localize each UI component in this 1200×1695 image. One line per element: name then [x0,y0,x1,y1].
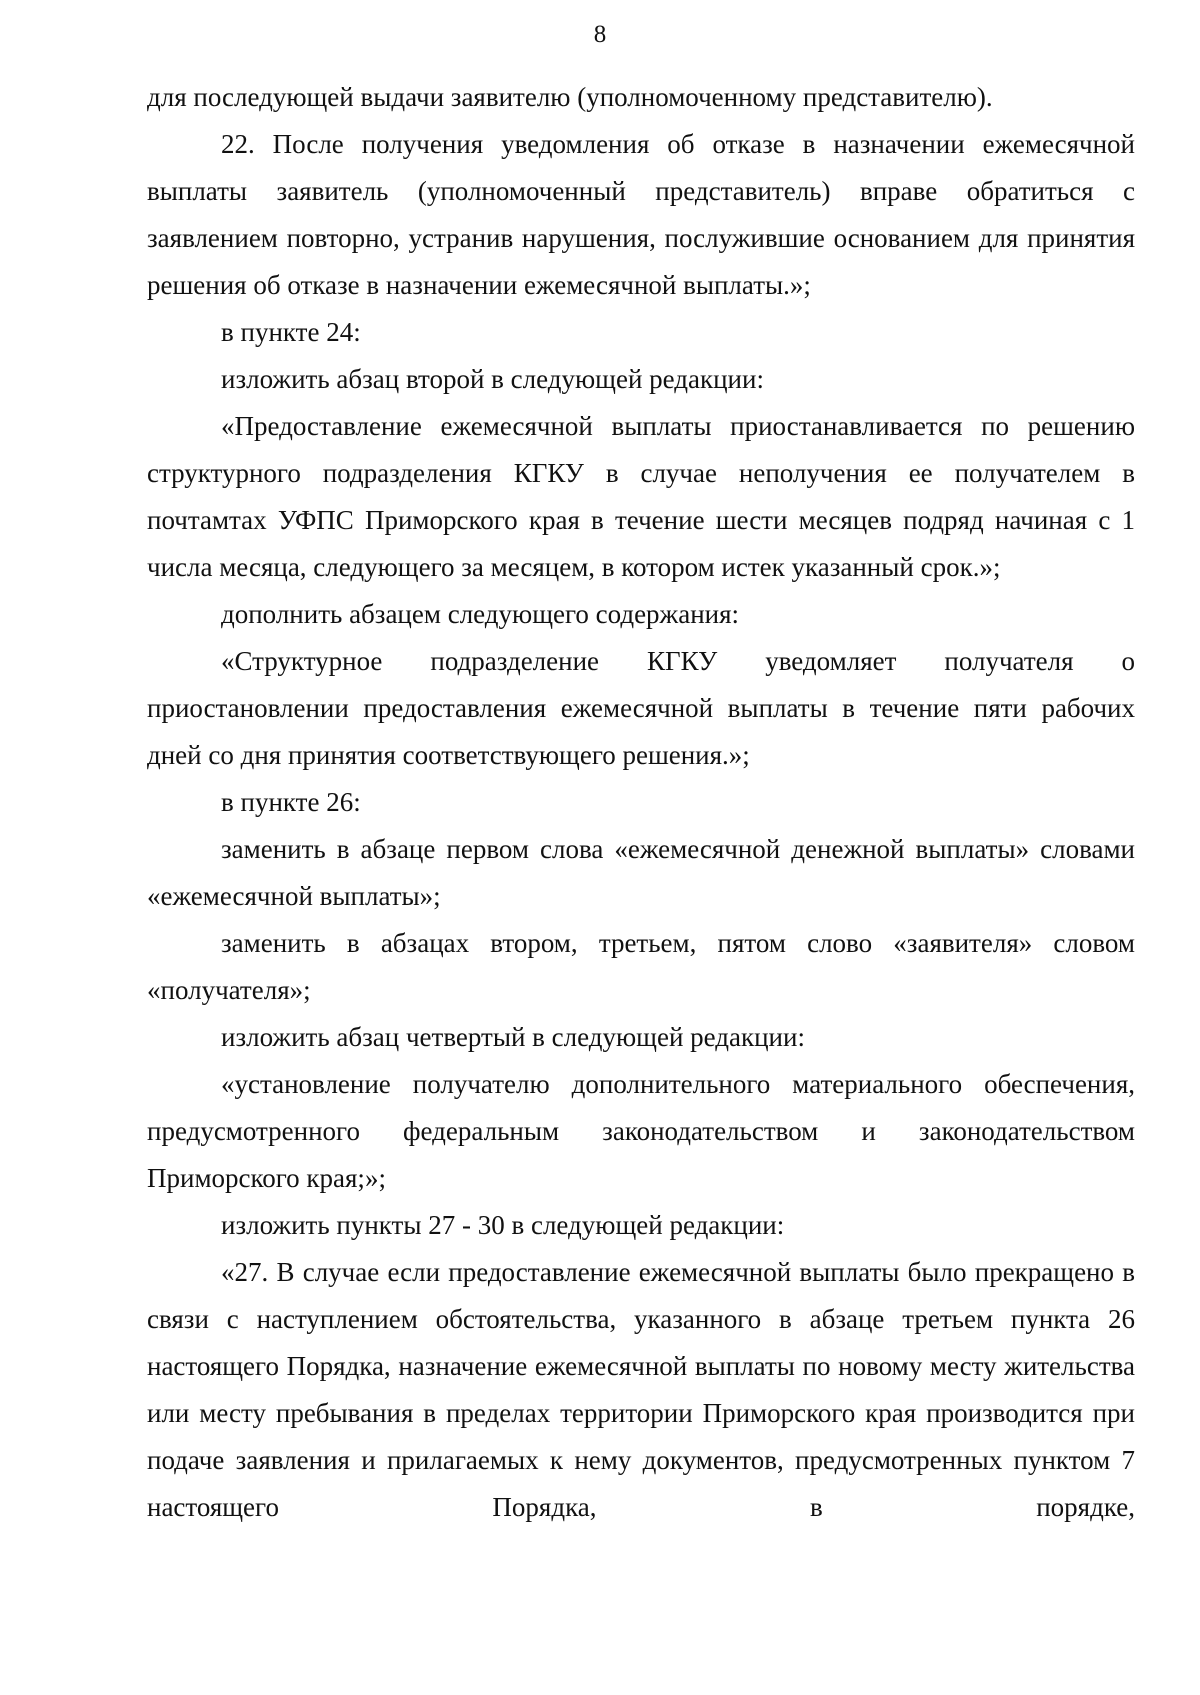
paragraph-instruction: заменить в абзацах втором, третьем, пятом слово «заявителя» словом «получателя»; [147,928,1135,1005]
page-number: 8 [593,21,607,48]
paragraph-quote-item-27: «27. В случае если предоставление ежемесячной выплаты было прекращено в связи с наступлением обстоятельства, указанного в абзаце третьем пункта 26 настоящего Порядка, назначение ежемесячной выплаты по новому месту жительства или месту пребывания в пределах территории Приморского края производится при подаче заявления и прилагаемых к нему документов, предусмотренных пунктом 7 настоящего Порядка, в порядке, [147,1257,1135,1522]
paragraph-instruction: заменить в абзаце первом слова «ежемесячной денежной выплаты» словами «ежемесячной выплаты»; [147,834,1135,911]
paragraph-instruction: изложить пункты 27 - 30 в следующей редакции: [221,1210,785,1240]
paragraph-quote: «установление получателю дополнительного материального обеспечения, предусмотренного федеральным законодательством и законодательством Приморского края;»; [147,1069,1135,1193]
document-body [147,74,1135,1531]
paragraph-point-24: в пункте 24: [221,317,361,347]
paragraph-instruction: изложить абзац четвертый в следующей редакции: [221,1022,805,1052]
paragraph-continuation: для последующей выдачи заявителю (уполномоченному представителю). [147,82,993,112]
paragraph-instruction: изложить абзац второй в следующей редакции: [221,364,764,394]
paragraph-instruction: дополнить абзацем следующего содержания: [221,599,740,629]
paragraph-point-26: в пункте 26: [221,787,361,817]
paragraph-quote: «Предоставление ежемесячной выплаты приостанавливается по решению структурного подразделения КГКУ в случае неполучения ее получателем в почтамтах УФПС Приморского края в течение шести месяцев подряд начиная с 1 числа месяца, следующего за месяцем, в котором истек указанный срок.»; [147,411,1135,582]
paragraph-quote: «Структурное подразделение КГКУ уведомляет получателя о приостановлении предоставления ежемесячной выплаты в течение пяти рабочих дней со дня принятия соответствующего решения.»; [147,646,1135,770]
paragraph-item-22: 22. После получения уведомления об отказе в назначении ежемесячной выплаты заявитель (уполномоченный представитель) вправе обратиться с заявлением повторно, устранив нарушения, послужившие основанием для принятия решения об отказе в назначении ежемесячной выплаты.»; [147,129,1135,300]
